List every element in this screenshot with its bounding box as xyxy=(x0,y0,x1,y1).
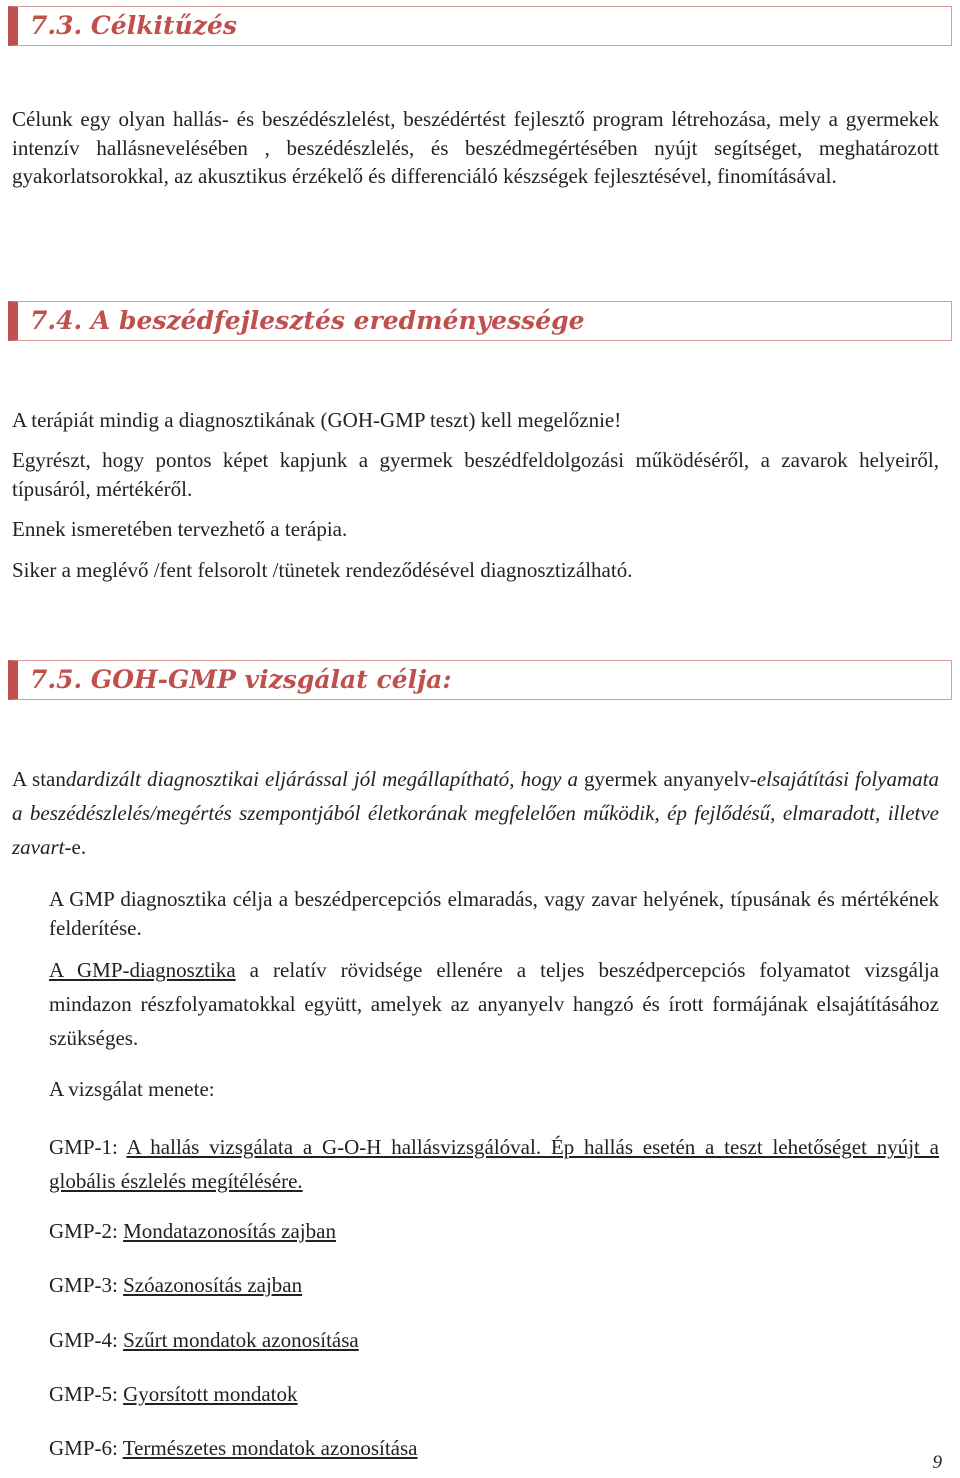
section-heading-7-3: 7.3. Célkitűzés xyxy=(8,6,952,46)
step-link[interactable]: Gyorsított mondatok xyxy=(123,1382,298,1406)
step-gmp-4 xyxy=(49,1328,359,1353)
step-gmp-2 xyxy=(49,1219,336,1244)
intro-part-e: -e. xyxy=(64,835,87,859)
gmp-diagnosztika-link[interactable]: A GMP-diagnosztika xyxy=(49,958,236,982)
paragraph-gmp-description xyxy=(49,953,939,1055)
step-gmp-1 xyxy=(49,1130,939,1198)
step-gmp-6 xyxy=(49,1436,417,1461)
intro-part-c: gyermek anyanyelv- xyxy=(577,767,757,791)
paragraph-gmp-goal: A GMP diagnosztika célja a beszédpercepciós elmaradás, vagy zavar helyének, típusának és mértékének felderítése. xyxy=(49,887,939,940)
step-code: GMP-2: xyxy=(49,1219,124,1243)
step-code: GMP-5: xyxy=(49,1382,124,1406)
section-heading-7-5: 7.5. GOH-GMP vizsgálat célja: xyxy=(8,660,952,700)
intro-part-b: dardizált diagnosztikai eljárással jól megállapítható, hogy a xyxy=(65,767,578,791)
paragraph-standardized-intro xyxy=(12,762,939,864)
intro-part-d: elsajátítási folyamata a beszédészlelés/megértés szempontjából életkorának megfelelően működik, ép fejlődésű, elmaradott, illetve zavart xyxy=(12,767,939,859)
section-heading-7-4: 7.4. A beszédfejlesztés eredményessége xyxy=(8,301,952,341)
step-code: GMP-1: xyxy=(49,1135,127,1159)
intro-part-a: A stan xyxy=(12,767,66,791)
page-number: 9 xyxy=(932,1452,942,1473)
paragraph-planning: Ennek ismeretében tervezhető a terápia. xyxy=(12,517,348,541)
step-link[interactable]: Természetes mondatok azonosítása xyxy=(122,1436,418,1460)
step-code: GMP-6: xyxy=(49,1436,123,1460)
step-link[interactable]: Szóazonosítás zajban xyxy=(123,1273,303,1297)
step-code: GMP-4: xyxy=(49,1328,124,1352)
step-gmp-5 xyxy=(49,1382,298,1407)
step-gmp-3 xyxy=(49,1273,302,1298)
steps-label: A vizsgálat menete: xyxy=(49,1077,215,1101)
step-link[interactable]: Szűrt mondatok azonosítása xyxy=(123,1328,359,1352)
step-link[interactable]: Mondatazonosítás zajban xyxy=(123,1219,336,1243)
paragraph-celkituzes: Célunk egy olyan hallás- és beszédészlelést, beszédértést fejlesztő program létrehozása, mely a gyermekek intenzív hallásnevelésében , beszédészlelés, és beszédmegértésében nyújt segítséget, meghatározott gyakorlatsorokkal, az akusztikus érzékelő és differenciáló készségek fejlesztésével, finomításával. xyxy=(12,107,939,188)
paragraph-therapy-diagnostics: A terápiát mindig a diagnosztikának (GOH-GMP teszt) kell megelőznie! xyxy=(12,408,622,432)
gmp-description-text: a relatív rövidsége ellenére a teljes beszédpercepciós folyamatot vizsgálja mindazon részfolyamatokkal együtt, amelyek az anyanyelv hangzó és írott formájának elsajátításához szükséges. xyxy=(49,958,939,1050)
step-link[interactable]: A hallás vizsgálata a G-O-H hallásvizsgálóval. Ép hallás esetén a teszt lehetőséget nyújt a globális észlelés megítélésére. xyxy=(49,1135,939,1193)
step-code: GMP-3: xyxy=(49,1273,124,1297)
paragraph-success: Siker a meglévő /fent felsorolt /tünetek rendeződésével diagnosztizálható. xyxy=(12,558,633,582)
paragraph-purpose: Egyrészt, hogy pontos képet kapjunk a gyermek beszédfeldolgozási működéséről, a zavarok helyeiről, típusáról, mértékéről. xyxy=(12,448,939,501)
